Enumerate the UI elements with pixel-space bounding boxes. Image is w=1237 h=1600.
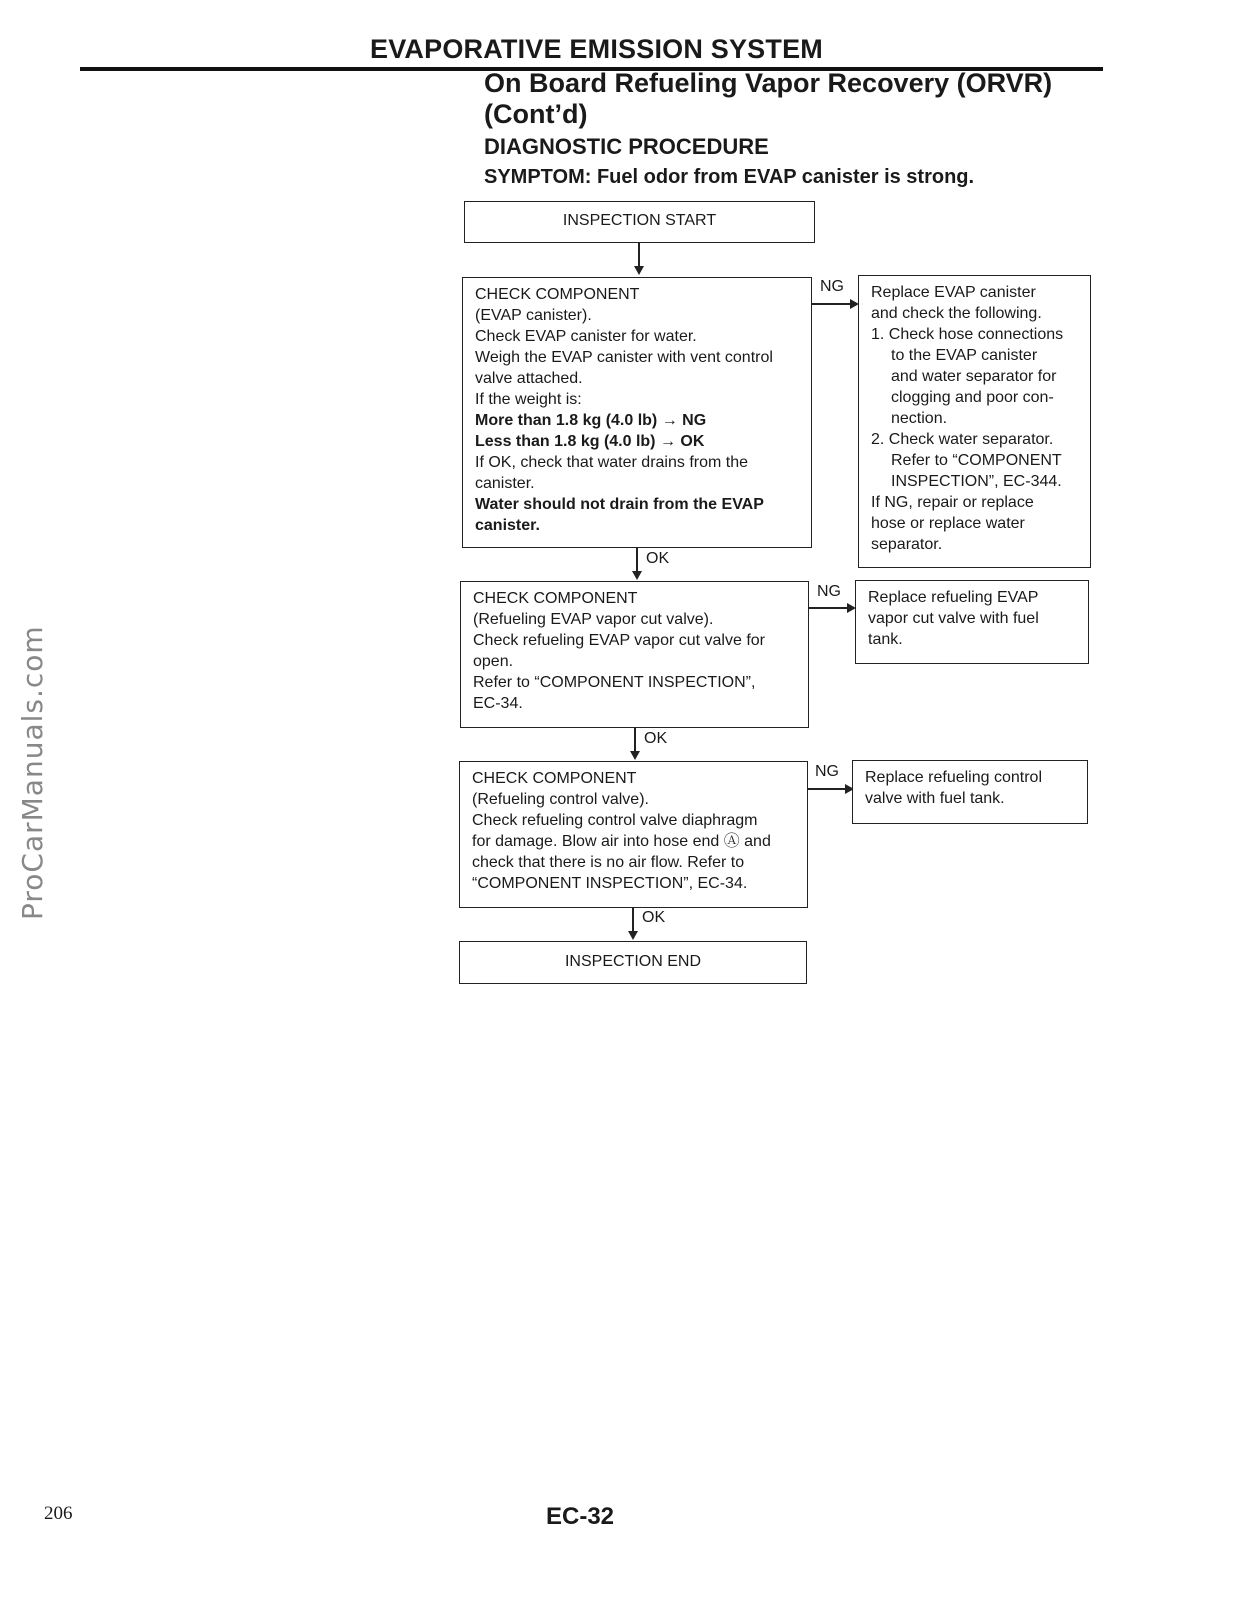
section-title: EVAPORATIVE EMISSION SYSTEM: [370, 34, 823, 64]
step3-check-box: [459, 761, 808, 908]
page-title: [484, 68, 1052, 130]
step2-line: CHECK COMPONENT: [473, 590, 638, 607]
step2-ng-line: vapor cut valve with fuel: [868, 610, 1039, 627]
page-title-line-2: (Cont’d): [484, 99, 588, 129]
connector-line: [808, 788, 846, 790]
page-code: EC-32: [546, 1503, 615, 1530]
inspection-end-box: [459, 941, 807, 984]
page-number: 206: [44, 1503, 73, 1524]
step3-line: (Refueling control valve).: [472, 791, 649, 808]
step2-line: open.: [473, 653, 514, 670]
step2-ng-line: tank.: [868, 631, 903, 648]
step1-line: Water should not drain from the EVAP: [475, 496, 764, 513]
step1-line: canister.: [475, 475, 535, 492]
step1-ok-label: OK: [646, 550, 670, 567]
step1-ng-line: Refer to “COMPONENT: [891, 452, 1062, 469]
step2-line: Check refueling EVAP vapor cut valve for: [473, 632, 765, 649]
step1-ng-line: If NG, repair or replace: [871, 494, 1034, 511]
step1-ng-line: and check the following.: [871, 305, 1042, 322]
step1-line: (EVAP canister).: [475, 307, 592, 324]
connector-line: [636, 548, 638, 572]
step1-ng-line: clogging and poor con-: [891, 389, 1054, 406]
step3-line: Check refueling control valve diaphragm: [472, 812, 758, 829]
page-title-line-1: On Board Refueling Vapor Recovery (ORVR): [484, 68, 1053, 98]
step3-ng-label: NG: [815, 763, 839, 780]
connector-line: [809, 607, 848, 609]
inspection-end-label: INSPECTION END: [564, 953, 701, 970]
step2-ok-label: OK: [644, 730, 668, 747]
step3-line: “COMPONENT INSPECTION”, EC-34.: [472, 875, 748, 892]
step1-line: canister.: [475, 517, 540, 534]
step1-ng-line: separator.: [871, 536, 943, 553]
step2-check-box: [460, 581, 809, 728]
inspection-start-label: INSPECTION START: [562, 212, 717, 229]
connector-line: [632, 908, 634, 932]
step1-ng-line: hose or replace water: [871, 515, 1025, 532]
step1-line: valve attached.: [475, 370, 583, 387]
step1-line: If the weight is:: [475, 391, 582, 408]
step3-line: for damage. Blow air into hose end Ⓐ and: [472, 833, 771, 850]
arrow-down-icon: [632, 571, 642, 580]
step1-ng-line: Replace EVAP canister: [871, 284, 1036, 301]
symptom-heading: SYMPTOM: Fuel odor from EVAP canister is strong.: [484, 166, 975, 188]
step1-ng-line: INSPECTION”, EC-344.: [891, 473, 1062, 490]
step3-line: check that there is no air flow. Refer to: [472, 854, 745, 871]
procedure-heading: DIAGNOSTIC PROCEDURE: [484, 134, 769, 159]
step1-line: More than 1.8 kg (4.0 lb) → NG: [475, 412, 707, 429]
step1-line: If OK, check that water drains from the: [475, 454, 748, 471]
step1-ng-line: to the EVAP canister: [891, 347, 1038, 364]
step1-ng-line: 1. Check hose connections: [871, 326, 1064, 343]
connector-line: [638, 243, 640, 267]
step1-line: CHECK COMPONENT: [475, 286, 640, 303]
step1-line: Weigh the EVAP canister with vent control: [475, 349, 773, 366]
watermark: ProCarManuals.com: [16, 625, 49, 920]
step3-line: CHECK COMPONENT: [472, 770, 637, 787]
step3-ng-line: Replace refueling control: [865, 769, 1042, 786]
step1-line: Less than 1.8 kg (4.0 lb) → OK: [475, 433, 705, 450]
step1-ng-label: NG: [820, 278, 844, 295]
step1-line: Check EVAP canister for water.: [475, 328, 697, 345]
inspection-start-box: [464, 201, 815, 243]
connector-line: [634, 728, 636, 752]
step2-ng-label: NG: [817, 583, 841, 600]
step1-ng-action-box: [858, 275, 1091, 568]
step1-check-box: [462, 277, 812, 548]
arrow-down-icon: [634, 266, 644, 275]
step1-ng-line: 2. Check water separator.: [871, 431, 1054, 448]
step1-ng-line: nection.: [891, 410, 948, 427]
arrow-down-icon: [628, 931, 638, 940]
arrow-down-icon: [630, 751, 640, 760]
step2-line: Refer to “COMPONENT INSPECTION”,: [473, 674, 756, 691]
step2-line: (Refueling EVAP vapor cut valve).: [473, 611, 714, 628]
step2-ng-line: Replace refueling EVAP: [868, 589, 1039, 606]
step2-ng-action-box: [855, 580, 1089, 664]
step3-ng-action-box: [852, 760, 1088, 824]
step3-ok-label: OK: [642, 909, 666, 926]
step2-line: EC-34.: [473, 695, 523, 712]
step3-ng-line: valve with fuel tank.: [865, 790, 1005, 807]
connector-line: [812, 303, 851, 305]
step1-ng-line: and water separator for: [891, 368, 1057, 385]
